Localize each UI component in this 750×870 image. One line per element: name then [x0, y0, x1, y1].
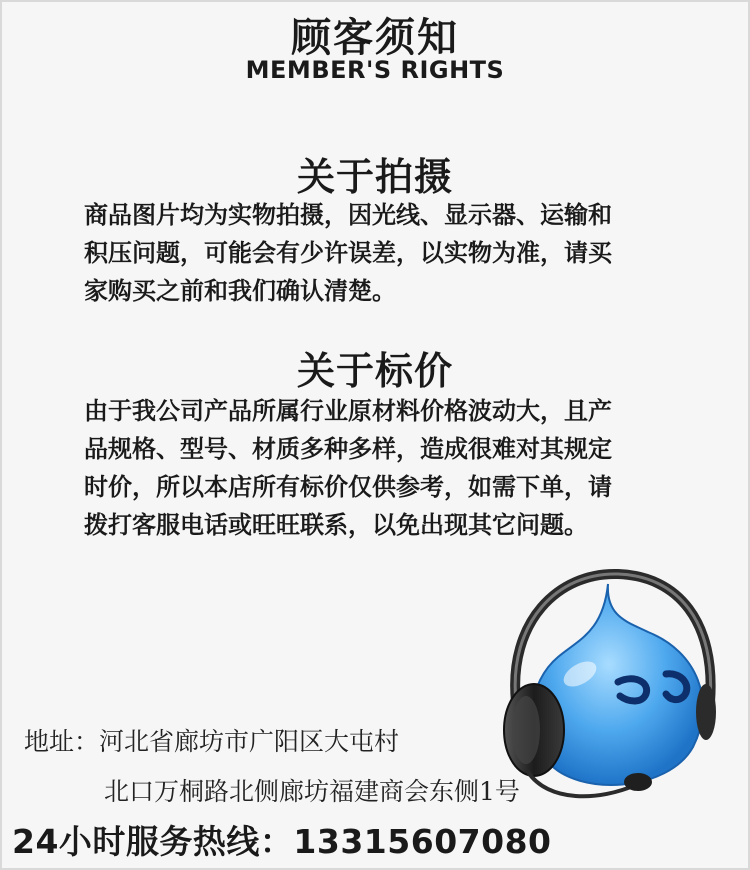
- section-heading-photography: 关于拍摄: [296, 155, 453, 199]
- customer-service-headset-mascot-icon: [488, 562, 728, 822]
- section-text-photography: [84, 196, 684, 310]
- service-hotline: 24小时服务热线：13315607080: [12, 822, 552, 861]
- section-heading-pricing: 关于标价: [296, 349, 453, 393]
- text-line: 积压问题，可能会有少许误差，以实物为准，请买: [84, 239, 612, 267]
- text-line: 拨打客服电话或旺旺联系，以免出现其它问题。: [84, 511, 588, 539]
- text-line: 家购买之前和我们确认清楚。: [84, 277, 396, 305]
- address-line-2: 北口万桐路北侧廊坊福建商会东侧1号: [104, 777, 520, 806]
- text-line: 时价，所以本店所有标价仅供参考，如需下单，请: [84, 473, 612, 501]
- text-line: 由于我公司产品所属行业原材料价格波动大，且产: [84, 397, 612, 425]
- section-text-pricing: [84, 392, 684, 544]
- text-line: 商品图片均为实物拍摄，因光线、显示器、运输和: [84, 201, 612, 229]
- page-title: 顾客须知: [291, 15, 459, 61]
- text-line: 品规格、型号、材质多种多样，造成很难对其规定: [84, 435, 612, 463]
- page-subtitle: MEMBER'S RIGHTS: [245, 56, 505, 84]
- address-line-1: 地址：河北省廊坊市广阳区大屯村: [24, 727, 400, 756]
